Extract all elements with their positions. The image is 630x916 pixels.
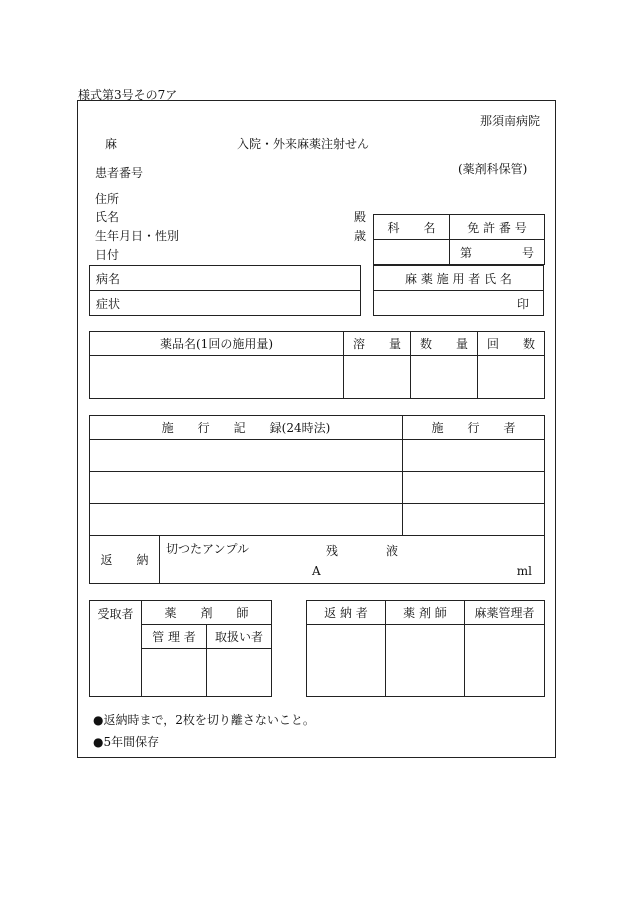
date-label: 日付 xyxy=(95,248,120,262)
quantity-header: 数 量 xyxy=(411,332,478,356)
note-detach: ●返納時まで，2枚を切り離さないこと。 xyxy=(93,713,315,727)
unit-a: A xyxy=(312,564,321,578)
dept-field[interactable] xyxy=(374,240,450,265)
form-title: 入院・外来麻薬注射せん xyxy=(237,137,370,151)
dept-label: 科 名 xyxy=(374,215,450,240)
license-table xyxy=(373,214,545,265)
pharmacist-signoff-header: 薬 剤 師 xyxy=(386,601,465,625)
receiver-label: 受取者 xyxy=(90,601,142,697)
times-header: 回 数 xyxy=(478,332,545,356)
drug-name-header: 薬品名(1回の施用量) xyxy=(90,332,344,356)
address-label: 住所 xyxy=(95,192,120,206)
receiver-table xyxy=(89,600,272,697)
form-id: 様式第3号その7ア xyxy=(78,88,178,102)
handler-header: 取扱い者 xyxy=(207,625,272,649)
hospital-name: 那須南病院 xyxy=(480,114,541,128)
remaining-label: 残 液 xyxy=(326,544,399,558)
age-unit-label: 歳 xyxy=(354,229,367,243)
pharmacist-header: 薬 剤 師 xyxy=(142,601,272,625)
storage-note: (薬剤科保管) xyxy=(458,162,528,176)
record-row-3[interactable] xyxy=(90,504,403,536)
quantity-field[interactable] xyxy=(411,356,478,399)
disease-field[interactable] xyxy=(90,266,361,291)
narcotic-manager-field[interactable] xyxy=(465,625,545,697)
symptom-label: 症状 xyxy=(96,296,121,311)
drug-name-field[interactable] xyxy=(90,356,344,399)
license-number-field[interactable] xyxy=(450,240,545,265)
symptom-field[interactable] xyxy=(90,291,361,316)
returner-field[interactable] xyxy=(307,625,386,697)
executor-row-2[interactable] xyxy=(403,472,545,504)
times-field[interactable] xyxy=(478,356,545,399)
user-name-field[interactable] xyxy=(374,291,544,316)
record-row-1[interactable] xyxy=(90,440,403,472)
drug-table xyxy=(89,331,545,399)
name-label: 氏名 xyxy=(95,210,120,224)
diagnosis-table xyxy=(89,265,361,316)
return-field[interactable] xyxy=(160,536,545,584)
manager-header: 管 理 者 xyxy=(142,625,207,649)
dose-field[interactable] xyxy=(344,356,411,399)
patient-number-label: 患者番号 xyxy=(95,166,144,180)
note-retention: ●5年間保存 xyxy=(93,735,160,749)
executor-row-1[interactable] xyxy=(403,440,545,472)
dose-header: 溶 量 xyxy=(344,332,411,356)
license-prefix: 第 xyxy=(460,245,473,260)
license-label: 免 許 番 号 xyxy=(450,215,545,240)
narcotic-mark: 麻 xyxy=(105,137,118,151)
returner-header: 返 納 者 xyxy=(307,601,386,625)
user-table xyxy=(373,265,544,316)
honorific-label: 殿 xyxy=(354,210,367,224)
ampoule-label: 切つたアンプル xyxy=(166,542,250,556)
narcotic-manager-header: 麻薬管理者 xyxy=(465,601,545,625)
record-table xyxy=(89,415,545,536)
record-header: 施 行 記 録(24時法) xyxy=(90,416,403,440)
license-suffix: 号 xyxy=(521,245,534,260)
seal-mark: 印 xyxy=(516,296,529,311)
disease-label: 病名 xyxy=(96,271,121,286)
pharmacist-signoff-field[interactable] xyxy=(386,625,465,697)
record-row-2[interactable] xyxy=(90,472,403,504)
executor-header: 施 行 者 xyxy=(403,416,545,440)
return-label: 返 納 xyxy=(90,536,160,584)
executor-row-3[interactable] xyxy=(403,504,545,536)
manager-field[interactable] xyxy=(142,649,207,697)
birth-sex-label: 生年月日・性別 xyxy=(95,229,180,243)
unit-ml: ml xyxy=(516,564,532,578)
user-name-label: 麻 薬 施 用 者 氏 名 xyxy=(374,266,544,291)
handler-field[interactable] xyxy=(207,649,272,697)
return-table xyxy=(89,535,545,584)
signoff-table xyxy=(306,600,545,697)
